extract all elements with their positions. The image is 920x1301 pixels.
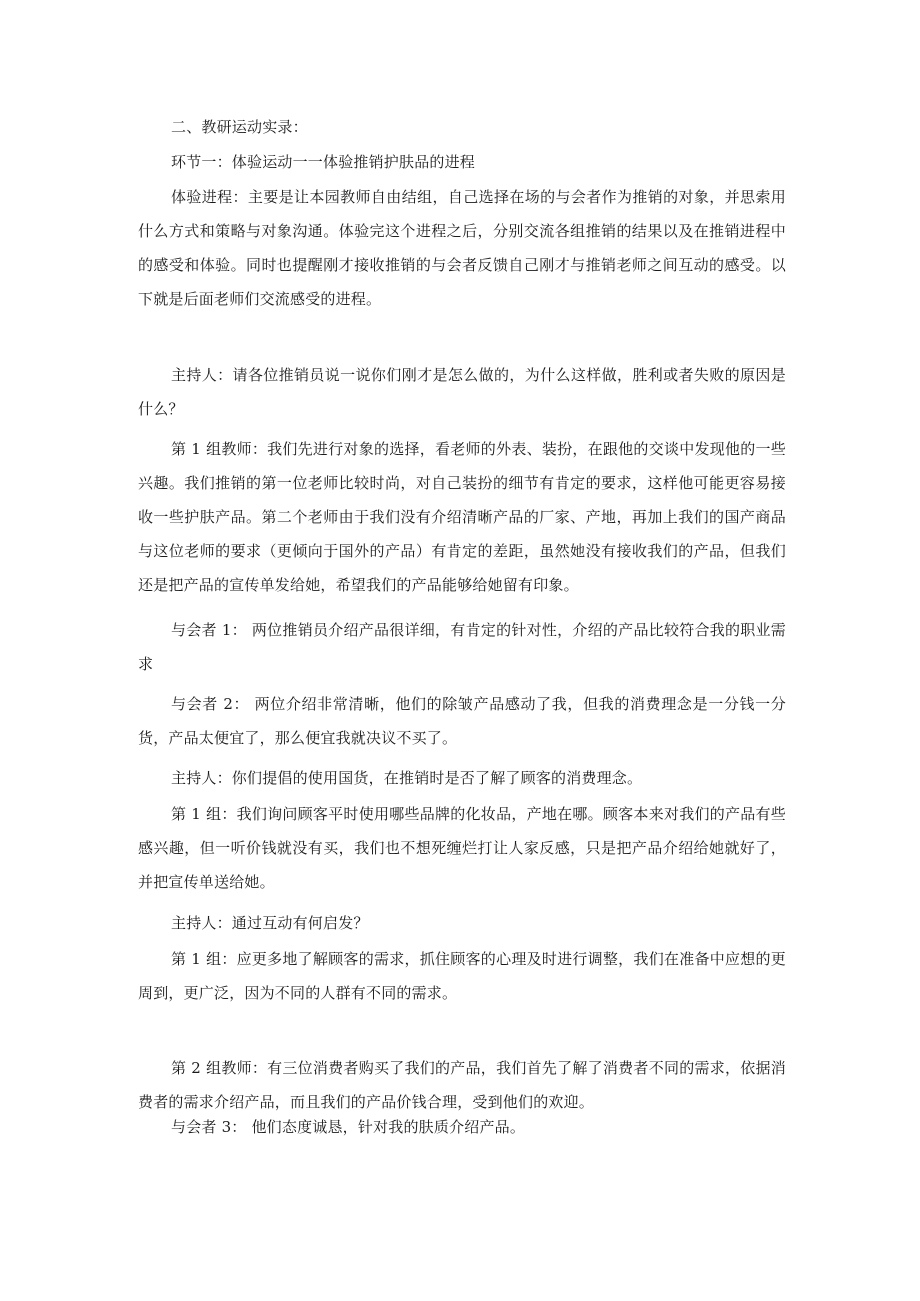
paragraph-group-1-insight: 第 1 组：应更多地了解顾客的需求，抓住顾客的心理及时进行调整，我们在准备中应想的更周到，更广泛，因为不同的人群有不同的需求。 (138, 950, 786, 1002)
paragraph-attendee-2: 与会者 2： 两位介绍非常清晰，他们的除皱产品感动了我，但我的消费理念是一分钱一分货，产品太便宜了，那么便宜我就决议不买了。 (138, 695, 786, 747)
paragraph-host-question-2: 主持人：你们提倡的使用国货，在推销时是否了解了顾客的消费理念。 (171, 769, 643, 787)
paragraph-group-1-reply: 第 1 组：我们询问顾客平时使用哪些品牌的化妆品，产地在哪。顾客本来对我们的产品有些感兴趣，但一听价钱就没有买，我们也不想死缠烂打让人家反感，只是把产品介绍给她就好了，并把宣传单送给她。 (138, 805, 786, 891)
paragraph-group-2-teacher: 第 2 组教师：有三位消费者购买了我们的产品，我们首先了解了消费者不同的需求，依据消费者的需求介绍产品，而且我们的产品价钱合理，受到他们的欢迎。 (138, 1059, 786, 1111)
paragraph-experience-process: 体验进程：主要是让本园教师自由结组，自己选择在场的与会者作为推销的对象，并思索用什么方式和策略与对象沟通。体验完这个进程之后，分别交流各组推销的结果以及在推销进程中的感受和体验。同时也提醒刚才接收推销的与会者反馈自己刚才与推销老师之间互动的感受。以下就是后面老师们交流感受的进程。 (138, 188, 786, 308)
section-heading: 二、教研运动实录： (171, 118, 308, 136)
paragraph-host-question-3: 主持人：通过互动有何启发？ (171, 914, 369, 932)
paragraph-group-1-teacher: 第 1 组教师：我们先进行对象的选择，看老师的外表、装扮，在跟他的交谈中发现他的一些兴趣。我们推销的第一位老师比较时尚，对自己装扮的细节有肯定的要求，这样他可能更容易接收一些护肤产品。第二个老师由于我们没有介绍清晰产品的厂家、产地，再加上我们的国产商品与这位老师的要求（更倾向于国外的产品）有肯定的差距，虽然她没有接收我们的产品，但我们还是把产品的宣传单发给她，希望我们的产品能够给她留有印象。 (138, 440, 786, 594)
paragraph-attendee-1: 与会者 1： 两位推销员介绍产品很详细，有肯定的针对性，介绍的产品比较符合我的职业需求 (138, 621, 786, 673)
paragraph-host-question-1: 主持人：请各位推销员说一说你们刚才是怎么做的，为什么这样做，胜利或者失败的原因是什么？ (138, 366, 786, 418)
paragraph-attendee-3: 与会者 3： 他们态度诚恳，针对我的肤质介绍产品。 (171, 1118, 526, 1136)
stage-title: 环节一：体验运动一一体验推销护肤品的进程 (171, 153, 476, 171)
